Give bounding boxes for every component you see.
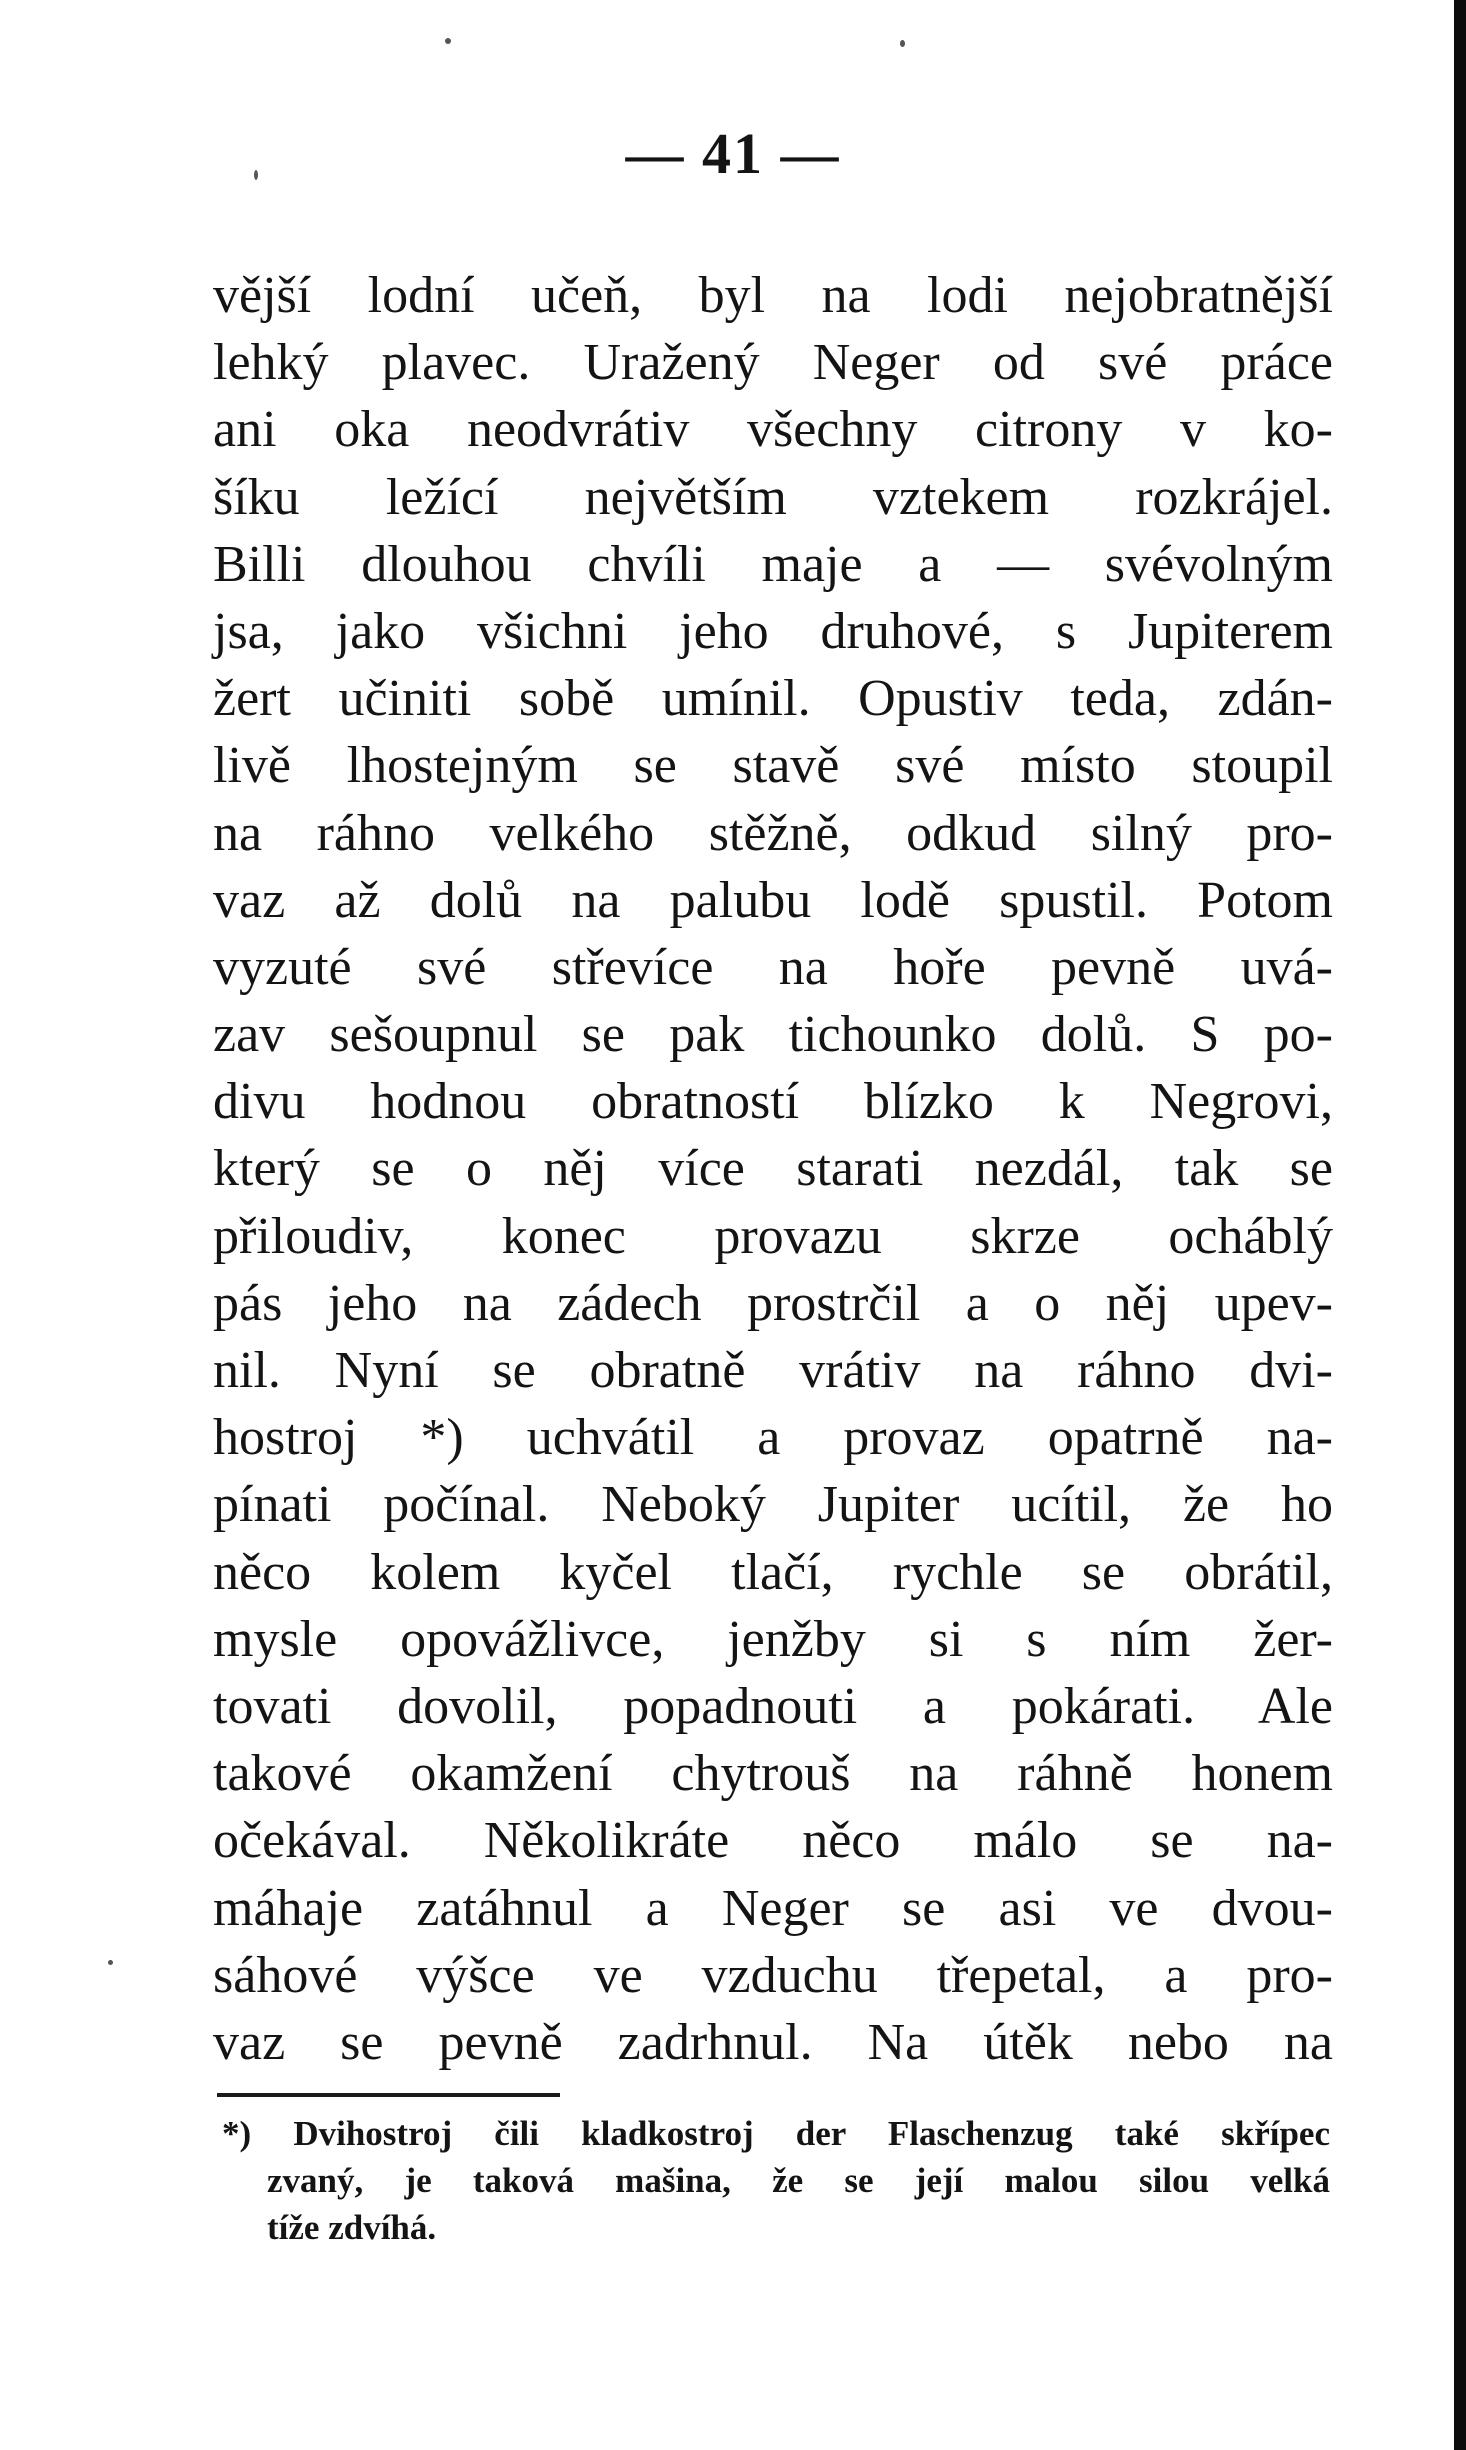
text-line: vyzuté své střevíce na hoře pevně uvá- <box>213 938 1333 996</box>
scan-speck <box>108 1960 113 1965</box>
text-line: jsa, jako všichni jeho druhové, s Jupiterem <box>213 602 1333 660</box>
text-line: přiloudiv, konec provazu skrze ocháblý <box>213 1207 1333 1265</box>
text-line: lehký plavec. Uražený Neger od své práce <box>213 334 1333 392</box>
main-text-block <box>213 262 1333 2076</box>
footnote-divider <box>217 2093 560 2097</box>
text-line: šíku ležící největším vztekem rozkrájel. <box>213 468 1333 526</box>
text-line: divu hodnou obratností blízko k Negrovi, <box>213 1073 1333 1131</box>
scan-speck <box>445 38 451 44</box>
page-edge-shadow <box>1454 0 1466 2450</box>
text-line: nil. Nyní se obratně vrátiv na ráhno dvi- <box>213 1342 1333 1399</box>
text-line: mysle opovážlivce, jenžby si s ním žer- <box>213 1610 1333 1668</box>
text-line: ani oka neodvrátiv všechny citrony v ko- <box>213 401 1333 459</box>
text-line: něco kolem kyčel tlačí, rychle se obrátil, <box>213 1543 1333 1601</box>
text-line: žert učiniti sobě umínil. Opustiv teda, zdán- <box>213 670 1333 728</box>
scan-speck <box>900 40 905 47</box>
footnote-line: tíže zdvíhá. <box>267 2208 437 2247</box>
text-line: hostroj *) uchvátil a provaz opatrně na- <box>213 1409 1333 1467</box>
text-line: vaz až dolů na palubu lodě spustil. Potom <box>213 871 1333 929</box>
text-line: který se o něj více starati nezdál, tak se <box>213 1140 1333 1198</box>
text-line: na ráhno velkého stěžně, odkud silný pro- <box>213 804 1333 862</box>
page-number: — 41 — <box>625 121 841 186</box>
text-line: vější lodní učeň, byl na lodi nejobratnější <box>213 267 1333 324</box>
footnote-line: *) Dvihostroj čili kladkostroj der Flaschenzug také skřípec <box>222 2114 1330 2153</box>
text-line: tovati dovolil, popadnouti a pokárati. Ale <box>213 1677 1333 1735</box>
footnote <box>222 2110 1330 2251</box>
text-line: máhaje zatáhnul a Neger se asi ve dvou- <box>213 1879 1333 1937</box>
text-line: livě lhostejným se stavě své místo stoupil <box>213 737 1333 795</box>
text-line: takové okamžení chytrouš na ráhně honem <box>213 1745 1333 1803</box>
text-line: pás jeho na zádech prostrčil a o něj upev- <box>213 1274 1333 1332</box>
text-line: vaz se pevně zadrhnul. Na útěk nebo na <box>213 2013 1333 2071</box>
text-line: Billi dlouhou chvíli maje a — svévolným <box>213 535 1333 593</box>
text-line: sáhové výšce ve vzduchu třepetal, a pro- <box>213 1946 1333 2004</box>
text-line: pínati počínal. Neboký Jupiter ucítil, že ho <box>213 1476 1333 1534</box>
text-line: očekával. Několikráte něco málo se na- <box>213 1812 1333 1870</box>
text-line: zav sešoupnul se pak tichounko dolů. S po- <box>213 1006 1333 1064</box>
footnote-line: zvaný, je taková mašina, že se její malou silou velká <box>267 2161 1330 2200</box>
